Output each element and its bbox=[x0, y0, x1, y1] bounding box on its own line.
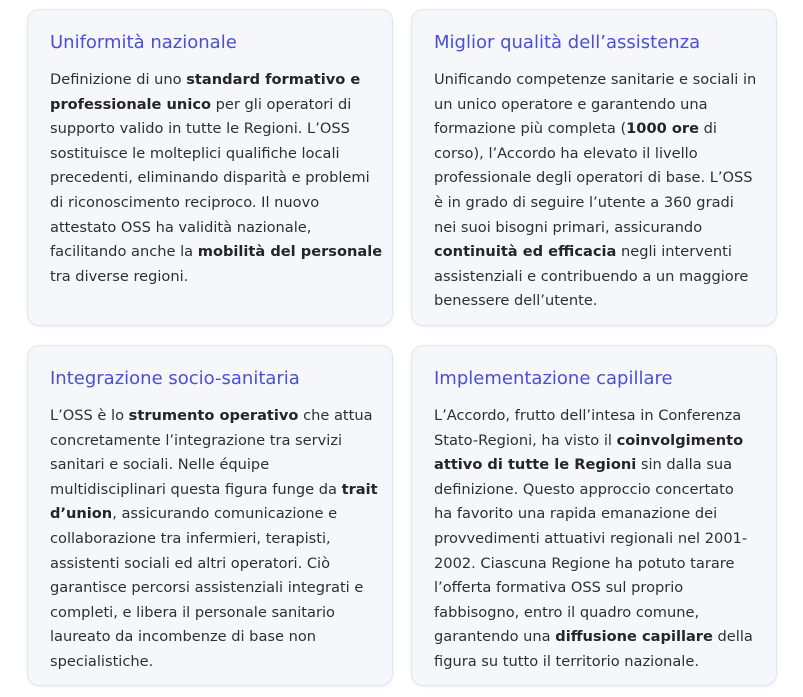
body-text: Stato-Regioni, ha visto il bbox=[434, 431, 617, 449]
body-text: nei suoi bisogni primari, assicurando bbox=[434, 218, 703, 236]
body-text: sostituisce le molteplici qualifiche locali bbox=[50, 144, 340, 162]
body-line bbox=[434, 576, 754, 601]
body-line bbox=[434, 166, 754, 191]
body-line bbox=[434, 625, 754, 650]
body-line bbox=[434, 404, 754, 429]
body-line bbox=[50, 576, 370, 601]
body-text: professionale degli operatori di base. L’OSS bbox=[434, 169, 753, 187]
body-text: garantisce percorsi assistenziali integrati e bbox=[50, 579, 364, 597]
bold-text: attivo di tutte le Regioni bbox=[434, 456, 637, 474]
body-text: benessere dell’utente. bbox=[434, 292, 598, 310]
body-line bbox=[50, 552, 370, 577]
body-line bbox=[50, 68, 370, 93]
body-text: garantendo una bbox=[434, 628, 556, 646]
bold-text: professionale unico bbox=[50, 95, 211, 113]
body-line bbox=[50, 502, 370, 527]
body-text: assistenti sociali ed altri operatori. Ciò bbox=[50, 554, 331, 572]
body-text: formazione più completa ( bbox=[434, 120, 627, 138]
body-line bbox=[50, 601, 370, 626]
bold-text: trait bbox=[341, 480, 378, 498]
body-line bbox=[50, 453, 370, 478]
body-line bbox=[50, 166, 370, 191]
body-line bbox=[434, 552, 754, 577]
body-line bbox=[434, 142, 754, 167]
body-text: definizione. Questo approccio concertato bbox=[434, 480, 734, 498]
card-title: Implementazione capillare bbox=[434, 368, 673, 389]
body-line bbox=[434, 117, 754, 142]
bold-text: d’union bbox=[50, 505, 113, 523]
body-line bbox=[434, 527, 754, 552]
body-line bbox=[50, 142, 370, 167]
body-line bbox=[50, 265, 370, 290]
card-implementazione-capillare bbox=[411, 345, 777, 686]
body-text: L’OSS è lo bbox=[50, 407, 129, 424]
body-text: ha favorito una rapida emanazione dei bbox=[434, 505, 718, 523]
body-text: negli interventi bbox=[616, 243, 732, 261]
body-line bbox=[434, 601, 754, 626]
body-line bbox=[50, 117, 370, 142]
body-text: sanitari e sociali. Nelle équipe bbox=[50, 456, 270, 474]
body-text: Unificando competenze sanitarie e sociali in bbox=[434, 71, 757, 88]
body-line bbox=[434, 478, 754, 503]
body-line bbox=[434, 216, 754, 241]
bold-text: diffusione capillare bbox=[555, 628, 713, 646]
body-text: che attua bbox=[298, 407, 373, 424]
card-title: Miglior qualità dell’assistenza bbox=[434, 32, 701, 53]
body-text: della bbox=[712, 628, 753, 646]
body-line bbox=[50, 527, 370, 552]
body-text: L’Accordo, frutto dell’intesa in Conferenza bbox=[434, 407, 742, 424]
bold-text: continuità ed efficacia bbox=[434, 243, 617, 261]
body-text: di riconoscimento reciproco. Il nuovo bbox=[50, 193, 320, 211]
card-body bbox=[434, 68, 757, 314]
body-line bbox=[50, 240, 383, 265]
bold-text: 1000 ore bbox=[626, 120, 699, 138]
body-text: provvedimenti attuativi regionali nel 2001- bbox=[434, 529, 748, 547]
body-line bbox=[434, 650, 754, 675]
body-line bbox=[434, 93, 754, 118]
body-line bbox=[50, 216, 370, 241]
bold-text: mobilità del personale bbox=[197, 243, 383, 261]
body-line bbox=[434, 429, 754, 454]
body-text: Definizione di uno bbox=[50, 71, 187, 88]
body-text: multidisciplinari questa figura funge da bbox=[50, 480, 342, 498]
body-line bbox=[434, 191, 754, 216]
body-line bbox=[434, 502, 754, 527]
body-text: tra diverse regioni. bbox=[50, 267, 189, 285]
bold-text: coinvolgimento bbox=[616, 431, 744, 449]
body-line bbox=[50, 191, 370, 216]
body-text: precedenti, eliminando disparità e problemi bbox=[50, 169, 370, 187]
body-line bbox=[434, 289, 754, 314]
body-text: di bbox=[698, 120, 717, 138]
card-body bbox=[50, 68, 383, 289]
body-text: concretamente l’integrazione tra servizi bbox=[50, 431, 343, 449]
body-text: 2002. Ciascuna Regione ha potuto tarare bbox=[434, 554, 735, 572]
body-text: assistenziali e contribuendo a un maggiore bbox=[434, 267, 749, 285]
bold-text: standard formativo e bbox=[186, 71, 361, 88]
card-miglior-qualita-assistenza bbox=[411, 9, 777, 326]
body-text: specialistiche. bbox=[50, 652, 154, 670]
card-body bbox=[434, 404, 754, 675]
body-text: è in grado di seguire l’utente a 360 gradi bbox=[434, 193, 734, 211]
body-text: collaborazione tra infermieri, terapisti, bbox=[50, 529, 331, 547]
body-line bbox=[50, 404, 373, 429]
body-text: supporto valido in tutte le Regioni. L’OSS bbox=[50, 120, 350, 138]
body-text: l’offerta formativa OSS sul proprio bbox=[434, 579, 684, 597]
body-line bbox=[50, 93, 370, 118]
card-integrazione-socio-sanitaria bbox=[27, 345, 393, 686]
card-body bbox=[50, 404, 378, 675]
body-line bbox=[50, 478, 378, 503]
body-text: fabbisogno, entro il quadro comune, bbox=[434, 603, 700, 621]
body-text: attestato OSS ha validità nazionale, bbox=[50, 218, 312, 236]
body-line bbox=[434, 68, 757, 93]
card-title: Uniformità nazionale bbox=[50, 32, 237, 53]
body-line bbox=[434, 265, 754, 290]
body-text: completi, e libera il personale sanitario bbox=[50, 603, 335, 621]
body-line bbox=[434, 453, 754, 478]
body-line bbox=[50, 625, 370, 650]
bold-text: strumento operativo bbox=[128, 407, 299, 424]
body-text: figura su tutto il territorio nazionale. bbox=[434, 652, 699, 670]
card-title: Integrazione socio-sanitaria bbox=[50, 368, 300, 389]
body-text: sin dalla sua bbox=[636, 456, 733, 474]
body-text: facilitando anche la bbox=[50, 243, 198, 261]
body-text: , assicurando comunicazione e bbox=[112, 505, 338, 523]
body-text: corso), l’Accordo ha elevato il livello bbox=[434, 144, 698, 162]
body-text: laureato da incombenze di base non bbox=[50, 628, 317, 646]
body-line bbox=[50, 650, 370, 675]
body-text: per gli operatori di bbox=[211, 95, 352, 113]
body-line bbox=[434, 240, 754, 265]
body-line bbox=[50, 429, 370, 454]
body-text: un unico operatore e garantendo una bbox=[434, 95, 708, 113]
card-uniformita-nazionale bbox=[27, 9, 393, 326]
